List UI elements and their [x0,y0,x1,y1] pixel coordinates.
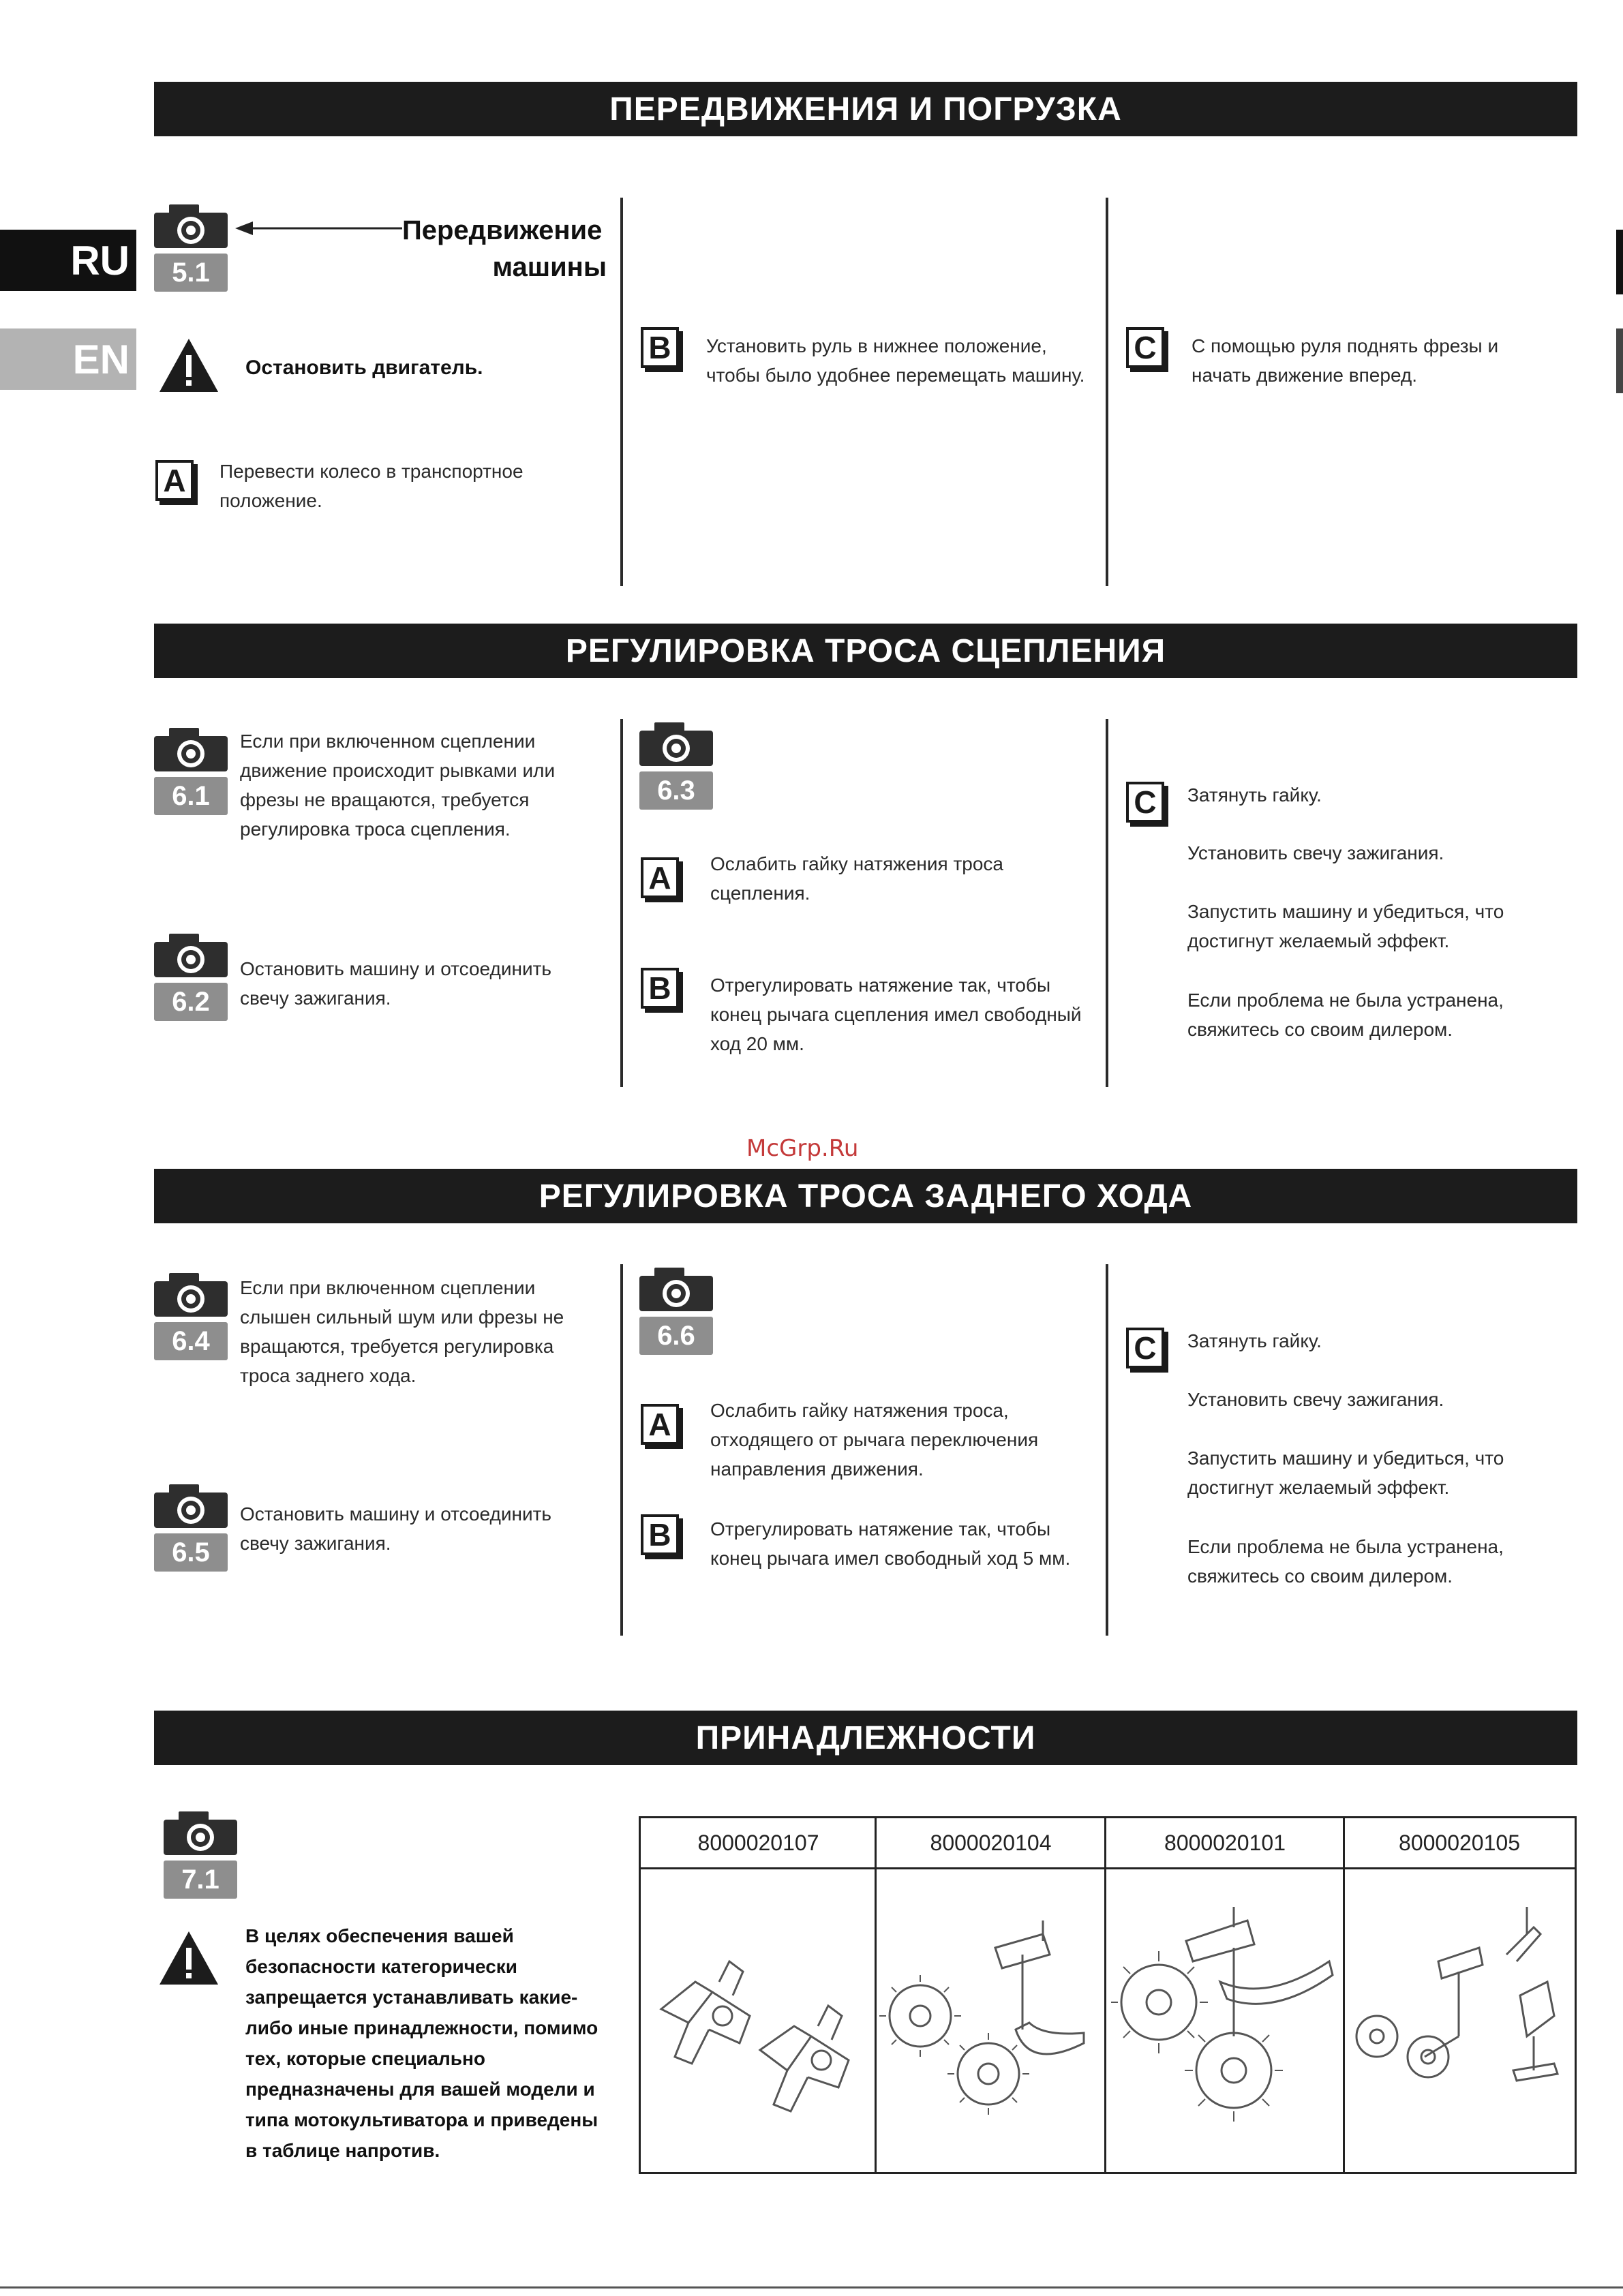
step-text-b: Установить руль в нижнее положение, чтобы было удобнее перемещать машину. [706,335,1085,386]
camera-icon [154,1273,228,1317]
arrow-left-icon [235,218,402,239]
tiller-blades-illustration [648,1880,869,2159]
step-badge [154,728,229,815]
callout-subtitle: машины [492,252,607,282]
warning-triangle-icon [158,337,219,393]
step-text-c-2: Установить свечу зажигания. [1187,842,1444,863]
step-text-a: Ослабить гайку натяжения троса сцепления. [710,853,1004,904]
step-text-b: Отрегулировать натяжение так, чтобы конец рычага имел свободный ход 5 мм. [710,1518,1071,1569]
camera-icon [154,934,228,977]
wheels-hiller-illustration [1111,1880,1339,2159]
warning-triangle-icon [158,1930,219,1986]
badge-number: 5.1 [154,254,228,292]
table-column-line [1104,1818,1106,2172]
step-text-c-3: Запустить машину и убедиться, что достигнут желаемый эффект. [1187,1448,1504,1498]
badge-number: 6.2 [154,983,228,1021]
step-text-b: Отрегулировать натяжение так, чтобы конец рычага сцепления имел свободный ход 20 мм. [710,975,1082,1054]
step-letter-c: C [1126,327,1164,368]
step-text-c-1: Затянуть гайку. [1187,1330,1322,1351]
step-text-c: С помощью руля поднять фрезы и начать движение вперед. [1192,335,1499,386]
step-letter-a: A [155,460,194,501]
camera-icon [154,204,228,248]
step-badge [154,1273,229,1360]
section-title: РЕГУЛИРОВКА ТРОСА СЦЕПЛЕНИЯ [565,632,1166,669]
table-header-cell: 8000020107 [697,1830,819,1855]
section-header [154,1169,1577,1223]
tab-label: EN [72,336,130,382]
wheels-plough-illustration [879,1880,1101,2159]
step-text: Остановить машину и отсоединить свечу зажигания. [240,958,551,1009]
small-wheels-accessory-illustration [1350,1880,1571,2159]
step-text-c-1: Затянуть гайку. [1187,784,1322,806]
table-column-line [1343,1818,1345,2172]
accessories-table [639,1816,1577,2174]
camera-icon [154,1484,228,1528]
step-letter-b: B [641,968,679,1009]
badge-number: 6.3 [639,771,713,810]
language-tab-en[interactable] [0,328,136,390]
step-text-a: Перевести колесо в транспортное положение. [219,461,524,511]
table-column-line [875,1818,877,2172]
watermark: McGrp.Ru [746,1135,859,1162]
page-bottom-rule [0,2286,1623,2289]
camera-icon [639,722,713,766]
step-text-c-4: Если проблема не была устранена, свяжитесь со своим дилером. [1187,1536,1504,1587]
section-title: ПРИНАДЛЕЖНОСТИ [695,1719,1036,1756]
column-divider [1106,719,1108,1087]
badge-number: 7.1 [164,1861,237,1899]
step-badge [154,934,229,1021]
camera-icon [164,1811,237,1855]
step-text-c-2: Установить свечу зажигания. [1187,1389,1444,1410]
section-title: ПЕРЕДВИЖЕНИЯ И ПОГРУЗКА [609,91,1122,127]
step-badge [639,1268,714,1355]
step-text-a: Ослабить гайку натяжения троса, отходящего от рычага переключения направления движения. [710,1400,1039,1480]
section-header [154,1711,1577,1765]
badge-number: 6.4 [154,1322,228,1360]
table-header-cell: 8000020101 [1164,1830,1286,1855]
step-letter-c: C [1126,782,1164,823]
section-title: РЕГУЛИРОВКА ТРОСА ЗАДНЕГО ХОДА [539,1178,1193,1214]
step-letter-a: A [641,1404,679,1445]
camera-icon [639,1268,713,1311]
table-header-cell: 8000020104 [930,1830,1052,1855]
column-divider [620,1264,623,1636]
badge-number: 6.1 [154,777,228,815]
warning-text: В целях обеспечения вашей безопасности категорически запрещается устанавливать какие-либо иные принадлежности, помимо тех, которые специально предназначены для вашей модели и типа мотокультиватора и приведены в таблице напротив. [245,1925,598,2161]
table-header-cell: 8000020105 [1399,1830,1520,1855]
step-letter-b: B [641,1514,679,1555]
right-edge-marker [1616,328,1623,393]
camera-icon [154,728,228,771]
tab-label: RU [70,237,130,284]
step-badge [154,204,229,292]
column-divider [1106,1264,1108,1636]
column-divider [620,719,623,1087]
warning-text: Остановить двигатель. [245,356,483,379]
step-badge [639,722,714,810]
column-divider [1106,198,1108,586]
step-badge [154,1484,229,1572]
section-header [154,624,1577,678]
step-text-c-4: Если проблема не была устранена, свяжитесь со своим дилером. [1187,990,1504,1040]
badge-number: 6.5 [154,1533,228,1572]
callout-title: Передвижение [402,215,603,245]
badge-number: 6.6 [639,1317,713,1355]
step-letter-b: B [641,327,679,368]
step-letter-a: A [641,857,679,898]
step-text: Если при включенном сцеплении слышен сильный шум или фрезы не вращаются, требуется регулировка троса заднего хода. [240,1277,564,1386]
step-text-c-3: Запустить машину и убедиться, что достигнут желаемый эффект. [1187,901,1504,951]
right-edge-marker [1616,230,1623,294]
section-header [154,82,1577,136]
step-text: Если при включенном сцеплении движение происходит рывками или фрезы не вращаются, требуется регулировка троса сцепления. [240,731,556,840]
language-tab-ru[interactable] [0,230,136,291]
step-badge [164,1811,239,1899]
step-text: Остановить машину и отсоединить свечу зажигания. [240,1503,551,1554]
step-letter-c: C [1126,1328,1164,1368]
column-divider [620,198,623,586]
